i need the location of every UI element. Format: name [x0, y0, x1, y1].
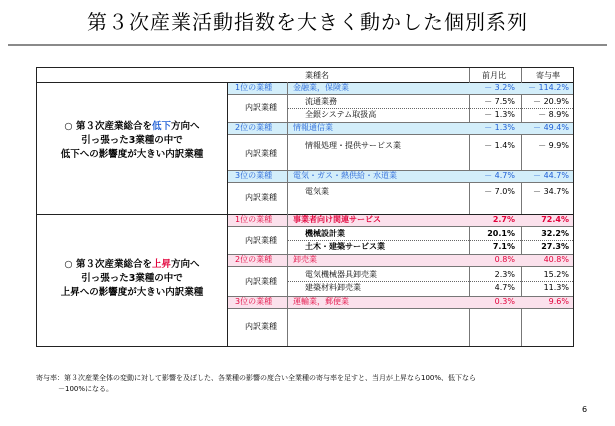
- rank-divider: [287, 82, 288, 94]
- sub-divider: [287, 134, 288, 170]
- sub-industry-name: 電気機械器具卸売業: [305, 270, 377, 279]
- sub-divider: [287, 182, 288, 214]
- rank-row-g1-2: [228, 123, 573, 134]
- sub-mom: 20.1%: [487, 229, 515, 238]
- rank-mom: － 4.7%: [484, 171, 515, 180]
- rank-row-g2-1: [228, 215, 573, 226]
- group-label-rise: ○ 第３次産業総合を上昇方向へ 引っ張った3業種の中で 上昇への影響度が大きい内訳業種: [60, 259, 204, 298]
- sub-industry-name: 全銀システム取扱高: [305, 110, 377, 119]
- sub-label: 内訳業種: [245, 322, 277, 331]
- sub-divider: [287, 308, 288, 346]
- rank-divider: [287, 170, 288, 182]
- group-label-decline: ○ 第３次産業総合を低下方向へ 引っ張った3業種の中で 低下への影響度が大きい内訳業種: [60, 121, 204, 160]
- rank-industry-name: 電気・ガス・熱供給・水道業: [293, 171, 397, 180]
- page-number: 6: [582, 405, 588, 414]
- series-table: [36, 67, 574, 347]
- row-rule: [228, 182, 573, 183]
- rank-row-g1-1: [228, 83, 573, 94]
- sub-contribution: 11.3%: [543, 283, 569, 292]
- row-rule: [228, 266, 573, 267]
- header-contribution: 寄与率: [536, 71, 560, 80]
- rank-divider: [287, 296, 288, 308]
- rank-divider: [287, 122, 288, 134]
- rank-divider: [287, 254, 288, 266]
- rank-industry-name: 卸売業: [293, 255, 317, 264]
- sub-mom: 7.1%: [492, 242, 515, 251]
- sub-industry-name: 建築材料卸売業: [305, 283, 361, 292]
- sub-industry-name: 情報処理・提供サービス業: [305, 141, 401, 150]
- sub-mom: － 1.4%: [484, 141, 515, 150]
- row-rule: [228, 308, 573, 309]
- row-rule: [228, 226, 573, 227]
- rank-label: 3位の業種: [235, 171, 273, 180]
- sub-mom: － 7.0%: [484, 187, 515, 196]
- sub-contribution: － 9.9%: [538, 141, 569, 150]
- sub-industry-name: 土木・建築サービス業: [305, 242, 385, 251]
- rank-contribution: 72.4%: [541, 215, 569, 224]
- rank-contribution: 9.6%: [548, 297, 569, 306]
- row-rule: [228, 94, 573, 95]
- row-rule: [228, 134, 573, 135]
- rank-divider: [287, 214, 288, 226]
- sub-contribution: 32.2%: [541, 229, 569, 238]
- footnote-line-2: －100%になる。: [58, 385, 114, 393]
- rank-mom: － 1.3%: [484, 123, 515, 132]
- rank-industry-name: 運輸業，郵便業: [293, 297, 349, 306]
- sub-contribution: － 20.9%: [533, 97, 569, 106]
- rank-mom: 0.3%: [494, 297, 515, 306]
- rank-mom: 2.7%: [492, 215, 515, 224]
- sub-label: 内訳業種: [245, 193, 277, 202]
- header-industry: 業種名: [305, 71, 329, 80]
- rank-row-g2-3: [228, 297, 573, 308]
- sub-contribution: 27.3%: [541, 242, 569, 251]
- sub-industry-name: 電気業: [305, 187, 329, 196]
- header-mom: 前月比: [482, 71, 506, 80]
- sub-label: 内訳業種: [245, 103, 277, 112]
- sub-contribution: － 8.9%: [538, 110, 569, 119]
- rank-mom: － 3.2%: [484, 83, 515, 92]
- rank-label: 3位の業種: [235, 297, 273, 306]
- sub-contribution: － 34.7%: [533, 187, 569, 196]
- title-divider: [8, 44, 607, 46]
- rank-contribution: 40.8%: [543, 255, 569, 264]
- rank-row-g1-3: [228, 171, 573, 182]
- rank-mom: 0.8%: [494, 255, 515, 264]
- sub-mom: － 7.5%: [484, 97, 515, 106]
- rank-industry-name: 事業者向け関連サービス: [293, 215, 381, 224]
- rank-contribution: － 49.4%: [533, 123, 569, 132]
- rank-label: 2位の業種: [235, 255, 273, 264]
- page-title: 第３次産業活動指数を大きく動かした個別系列: [87, 10, 528, 34]
- rank-row-g2-2: [228, 255, 573, 266]
- rank-industry-name: 金融業，保険業: [293, 83, 349, 92]
- sub-label: 内訳業種: [245, 277, 277, 286]
- sub-mom: 2.3%: [494, 270, 515, 279]
- footnote-line-1: 寄与率：第３次産業全体の変動に対して影響を及ぼした、各業種の影響の度合い全業種の寄与率を足すと、当月が上昇なら100%、低下なら: [36, 374, 477, 382]
- rank-label: 1位の業種: [235, 83, 273, 92]
- rank-industry-name: 情報通信業: [293, 123, 333, 132]
- sub-contribution: 15.2%: [543, 270, 569, 279]
- sub-industry-name: 機械設計業: [305, 229, 345, 238]
- sub-mom: 4.7%: [494, 283, 515, 292]
- footnote: [36, 373, 576, 395]
- sub-industry-name: 流通業務: [305, 97, 337, 106]
- rank-label: 1位の業種: [235, 215, 273, 224]
- sub-label: 内訳業種: [245, 149, 277, 158]
- sub-label: 内訳業種: [245, 236, 277, 245]
- rank-contribution: － 44.7%: [533, 171, 569, 180]
- sub-mom: － 1.3%: [484, 110, 515, 119]
- rank-label: 2位の業種: [235, 123, 273, 132]
- rank-contribution: － 114.2%: [527, 83, 569, 92]
